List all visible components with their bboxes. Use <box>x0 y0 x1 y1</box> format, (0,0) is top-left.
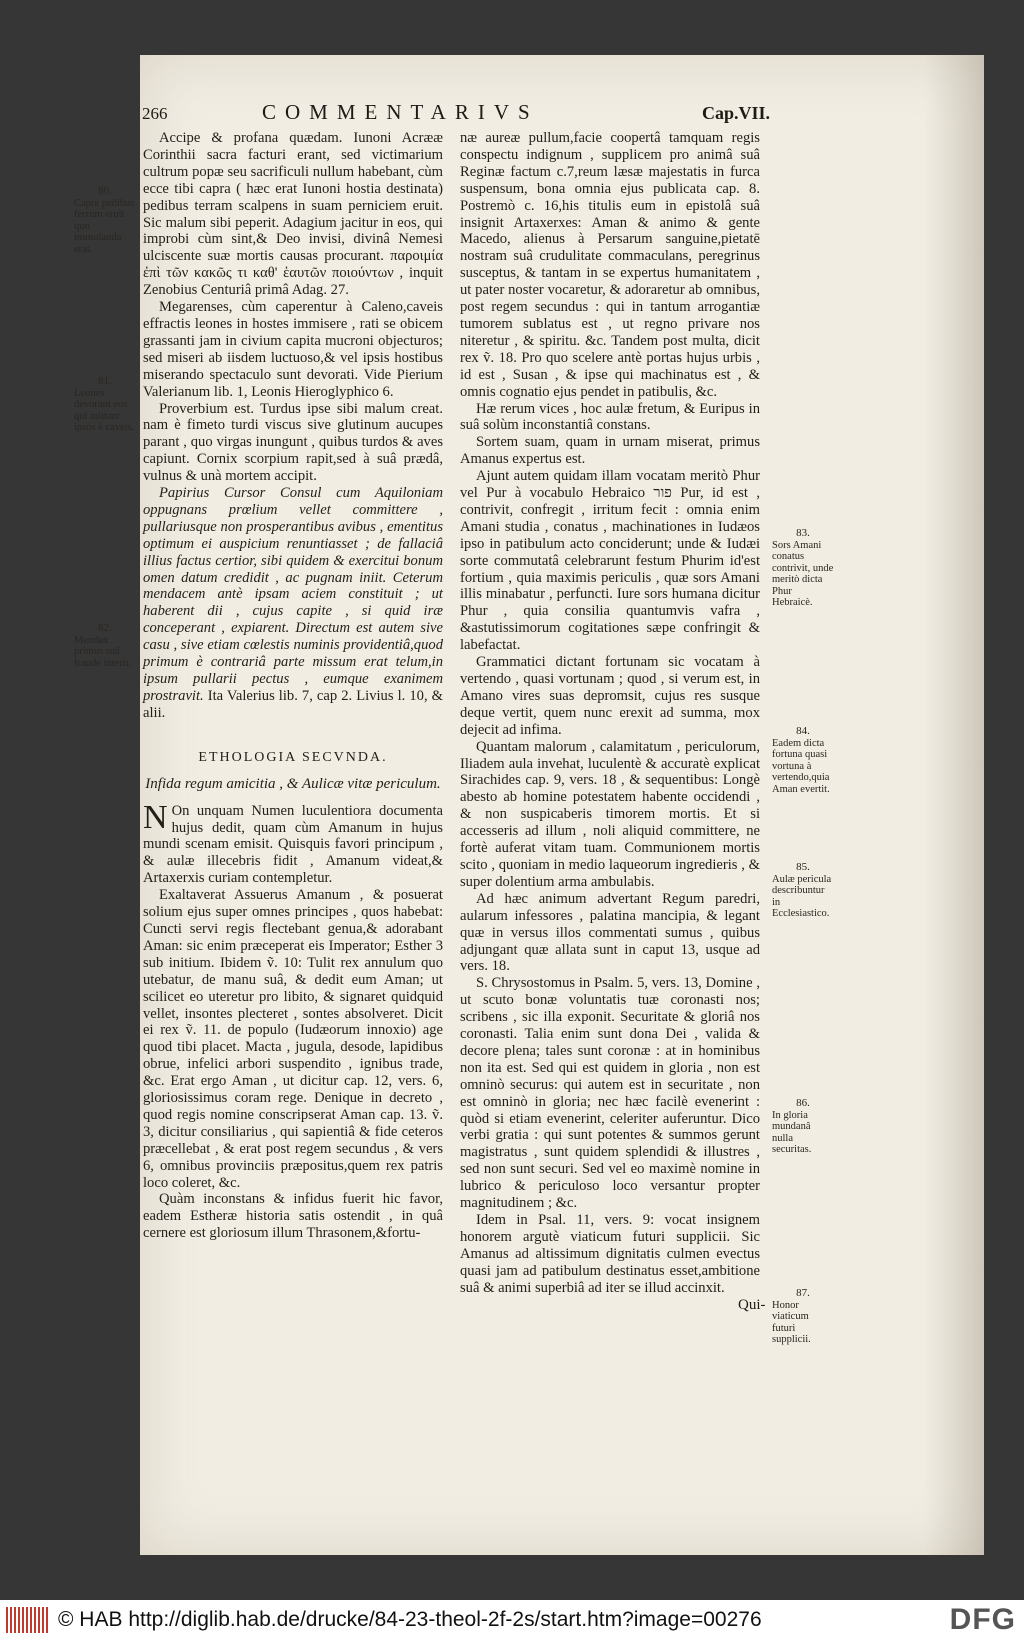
paragraph-dropcap <box>143 798 443 888</box>
paragraph: S. Chrysostomus in Psalm. 5, vers. 13, Domine , ut scuto bonæ voluntatis tuæ coronasti nos; scribens , sic illa exponit. Securitate & gloriâ nos coronasti. Talia enim sunt dona Dei , valida & decore plena; tales sunt coronæ : at in hominibus non ita est. Sed qui est quidem in gloria , non est omninò securus: qui autem est in securitate , non est omninò in gloria; nec hæc facilè evenerint : quòd si etiam evenerint, celeriter auferuntur. Dico verbi gratia : qui sunt potentes & summos gerunt magistratus , sunt quidem splendidi & illustres , sed non sunt securi. Sed vel eo maximè nomine in lubrico & periculoso loco versantur propter magnitudinem ; &c. <box>460 975 760 1212</box>
paragraph: Megarenses, cùm caperentur à Caleno,caveis effractis leones in hostes immisere , rati se obicem grassanti jam in civium capita mucroni objecturos; sed miseri ab iisdem luctuoso,& vel ipsis hostibus miserando spectaculo sunt devorati. Vide Pierium Valerianum lib. 1, Leonis Hieroglyphico 6. <box>143 299 443 400</box>
paragraph: Quàm inconstans & infidus fuerit hic favor, eadem Estheræ historia satis ostendit , in quâ cernere est gloriosum illum Thrasonem,&fortu- <box>143 1191 443 1242</box>
margin-note-number: 86. <box>796 1097 810 1109</box>
margin-note-text: Capra pedibus ferrum eruit quo immolanda erat. <box>74 197 135 255</box>
margin-note-number: 83. <box>796 527 810 539</box>
paragraph: Ajunt autem quidam illam vocatam meritò Phur vel Pur à vocabulo Hebraico פור Pur, id est , contrivit, confregit , irritum fecit : omnia enim Amani studia , conatus , machinationes in Iudæos ipso in patibulum acto conciderunt; unde & Iudæi sorte commutatâ celebrarunt festum Phurim id'est fortium , quia maximis periculis , quæ sors Amani illis minabatur , perfuncti. Iure sors humana dicitur Phur , quia consilia quantumvis vafra , &astutissimorum cogitationes sæpe confringit & labefactat. <box>460 468 760 654</box>
drop-cap: N <box>143 798 168 836</box>
citation: Ita Valerius lib. 7, cap 2. Livius l. 10, & alii. <box>143 687 443 721</box>
paragraph: Accipe & profana quædam. Iunoni Acrææ Corinthii sacra facturi erant, sed victimarium cultrum popæ seu sacrificuli nullum habebant, cùm ecce tibi capra ( hæc erat Iunoni hostia destinata) pedibus terram scalpens in suam perniciem eruit. Sic malum sibi peperit. Adagium jacitur in eos, qui improbi cùm sint,& Deo invisi, divinâ Nemesi ulciscente suæ mortis causas procurant. παροιμία ἐπὶ τῶν κακῶς τι καθ' ἑαυτῶν ποιούντων , inquit Zenobius Centuriâ primâ Adag. 27. <box>143 130 443 299</box>
paragraph-quote <box>143 485 443 722</box>
paragraph: Grammatici dictant fortunam sic vocatam à vertendo , quasi vortunam ; quod , si verum est, in Amano vires suas depromsit, cujus res susque deque vertit, quem nunc erexit ad summa, mox dejecit ad infima. <box>460 654 760 738</box>
margin-note-text: Honor viaticum futuri supplicii. <box>772 1299 811 1345</box>
margin-note-number: 80. <box>98 185 112 197</box>
margin-note-text: Aulæ pericula describuntur in Ecclesiastico. <box>772 873 832 919</box>
margin-note-86 <box>772 1098 834 1156</box>
margin-note-number: 82. <box>98 622 112 634</box>
footer-bar <box>0 1600 1024 1640</box>
margin-note-82 <box>74 623 136 669</box>
margin-note-text: Sors Amani conatus contrivit, unde meritò dicta Phur Hebraicè. <box>772 539 834 608</box>
margin-note-87 <box>772 1288 834 1346</box>
paragraph-text: On unquam Numen luculentiora documenta hujus dedit, quam cùm Amanum in hujus mundi scenam emisit. Quisquis favori principum , & aulæ illecebris fidit , Amanum videat,& Artaxerxis curiam contempletur. <box>143 802 443 887</box>
margin-note-80 <box>74 186 136 255</box>
paragraph: Ad hæc animum advertant Regum paredri, aularum infessores , palatina mancipia, & legant quæ in versus illos commentati sumus , quibus adjungant quæ allata sunt in caput 13, usque ad vers. 18. <box>460 890 760 975</box>
running-title: COMMENTARIVS <box>262 100 539 124</box>
page-number: 266 <box>142 104 168 123</box>
paragraph: Idem in Psal. 11, vers. 9: vocat insignem honorem argutè viaticum futuri supplicii. Sic Amanus ad altissimum dignitatis culmen evectus quasi jam ad patibulum destinatus esset,ambitione suâ & animi superbiâ ad iter se illud accinxit. <box>460 1212 760 1296</box>
barcode-icon <box>6 1607 50 1633</box>
section-subheading: Infida regum amicitia , & Aulicæ vitæ periculum. <box>145 775 441 792</box>
margin-note-number: 81. <box>98 375 112 387</box>
chapter-label: Cap.VII. <box>702 103 771 123</box>
margin-note-text: Mendax primus suâ fraude interit. <box>74 634 132 669</box>
dfg-logo: DFG <box>949 1603 1016 1636</box>
margin-note-number: 84. <box>796 725 810 737</box>
left-column <box>143 130 443 1242</box>
paragraph: Hæ rerum vices , hoc aulæ fretum, & Euripus in suâ solùm inconstantiâ constans. <box>460 400 760 434</box>
margin-note-85 <box>772 862 834 920</box>
italic-quote: Papirius Cursor Consul cum Aquiloniam oppugnans prœlium vellet committere , pullariusque non prosperantibus avibus , ementitus optimum ei auspicium renuntiasset ; de fallaciâ illius factus certior, sibi quidem & exercitui bonum omen datum credidit , ac pugnam iniit. Ceterum mendacem antè ipsam aciem constituit ; ut haberent dii , cujus capite , si quid iræ conceperant , expiarent. Directum est autem sive casu , sive etiam cœlestis numinis providentiâ,quod primum è contrariâ parte missum erat telum,in ipsum pullarii pectus , eumque exanimem prostravit. <box>143 485 443 704</box>
catchword: Qui- <box>738 1297 766 1313</box>
right-column <box>460 130 760 1297</box>
page-gutter-shadow <box>924 55 984 1555</box>
margin-note-text: Leones devorant eos qui mittant ipsos è caveis. <box>74 387 135 433</box>
source-url-link[interactable]: © HAB http://diglib.hab.de/drucke/84-23-theol-2f-2s/start.htm?image=00276 <box>58 1608 762 1631</box>
margin-note-number: 85. <box>796 861 810 873</box>
paragraph: Quantam malorum , calamitatum , periculorum, Iliadem aula invehat, luculentè & accuratè explicat Sirachides cap. 9, vers. 18 , & sequentibus: Longè abesto ab homine potestatem habente occidendi , & non suspicaberis timorem mortis. Et si accesseris ad illum , noli aliquid committere, ne fortè auferat vitam tuam. Communionem mortis scito , quoniam in medio laqueorum ingredieris , & super dolentium arma ambulabis. <box>460 738 760 890</box>
page-header <box>142 100 842 128</box>
margin-note-83 <box>772 528 834 609</box>
paragraph: Sortem suam, quam in urnam miserat, primus Amanus expertus est. <box>460 434 760 468</box>
margin-note-text: Eadem dicta fortuna quasi vortuna à vertendo,quia Aman evertit. <box>772 737 830 795</box>
margin-note-81 <box>74 376 136 434</box>
paragraph: Proverbium est. Turdus ipse sibi malum creat. nam è fimeto turdi viscus sive glutinum aucupes parant , quo virgas inungunt , quibus turdos & aves capiunt. Cornix scorpium rapit,sed à suâ prædâ, vulnus & unà mortem accipit. <box>143 400 443 485</box>
margin-note-number: 87. <box>796 1287 810 1299</box>
section-heading: ETHOLOGIA SECVNDA. <box>198 749 388 765</box>
margin-note-84 <box>772 726 834 795</box>
margin-note-text: In gloria mundanâ nulla securitas. <box>772 1109 812 1155</box>
paragraph: Exaltaverat Assuerus Amanum , & posuerat solium ejus super omnes principes , quos habebat: Cuncti servi regis flectebant genua,& adorabant Aman: sic enim præceperat eis Imperator; Esther 3 sub initium. Ibidem ṽ. 10: Tulit rex annulum quo utebatur, de manu suâ, & dedit eum Aman; ut scilicet eo uteretur pro libito, & signaret quidquid vellet, insontes plecteret , sontes absolveret. Dicit ei rex ṽ. 11. de populo (Iudæorum innoxio) age quod tibi placet. Macta , jugula, desode, lapidibus obrue, infelici arbori suspendito , ignibus trade, &c. Erat ergo Aman , ut dicitur cap. 12, vers. 6, gloriosissimus coram rege. Denique in decreto , quod regis nomine conscripserat Aman cap. 13. ṽ. 3, dicitur consiliarius , qui sapientiâ & fide ceteros præcellebat , & erat post regem secundus , & vers 6, omnibus provinciis præpositus,quem rex patris loco coleret, &c. <box>143 887 443 1191</box>
paragraph: næ aureæ pullum,facie coopertâ tamquam regis conspectu indignum , supplicem pro animâ suâ Reginæ factum c.7,reum læsæ majestatis in furca suspensum, bona omnia ejus publicata cap. 8. Postremò c. 16,his titulis eum in epistolâ suâ insignit Artaxerxes: Aman & animo & gente Macedo, alienus à Persarum sanguine,pietatē nostram suâ crudulitate commaculans, peregrinus susceptus, & tantam in se expertus humanitatem , ut pater noster vocaretur, & adoraretur ab omnibus, post regem secundus : qui in tantum arrogantiæ tumorem sublatus est , ut regno privare nos niteretur , & spiritu. &c. Tandem post multa, dicit rex ṽ. 18. Pro quo scelere antè portas hujus urbis , id est , Susan , & ipse qui machinatus est , & omnis cognatio ejus pendet in patibulis, &c. <box>460 130 760 400</box>
